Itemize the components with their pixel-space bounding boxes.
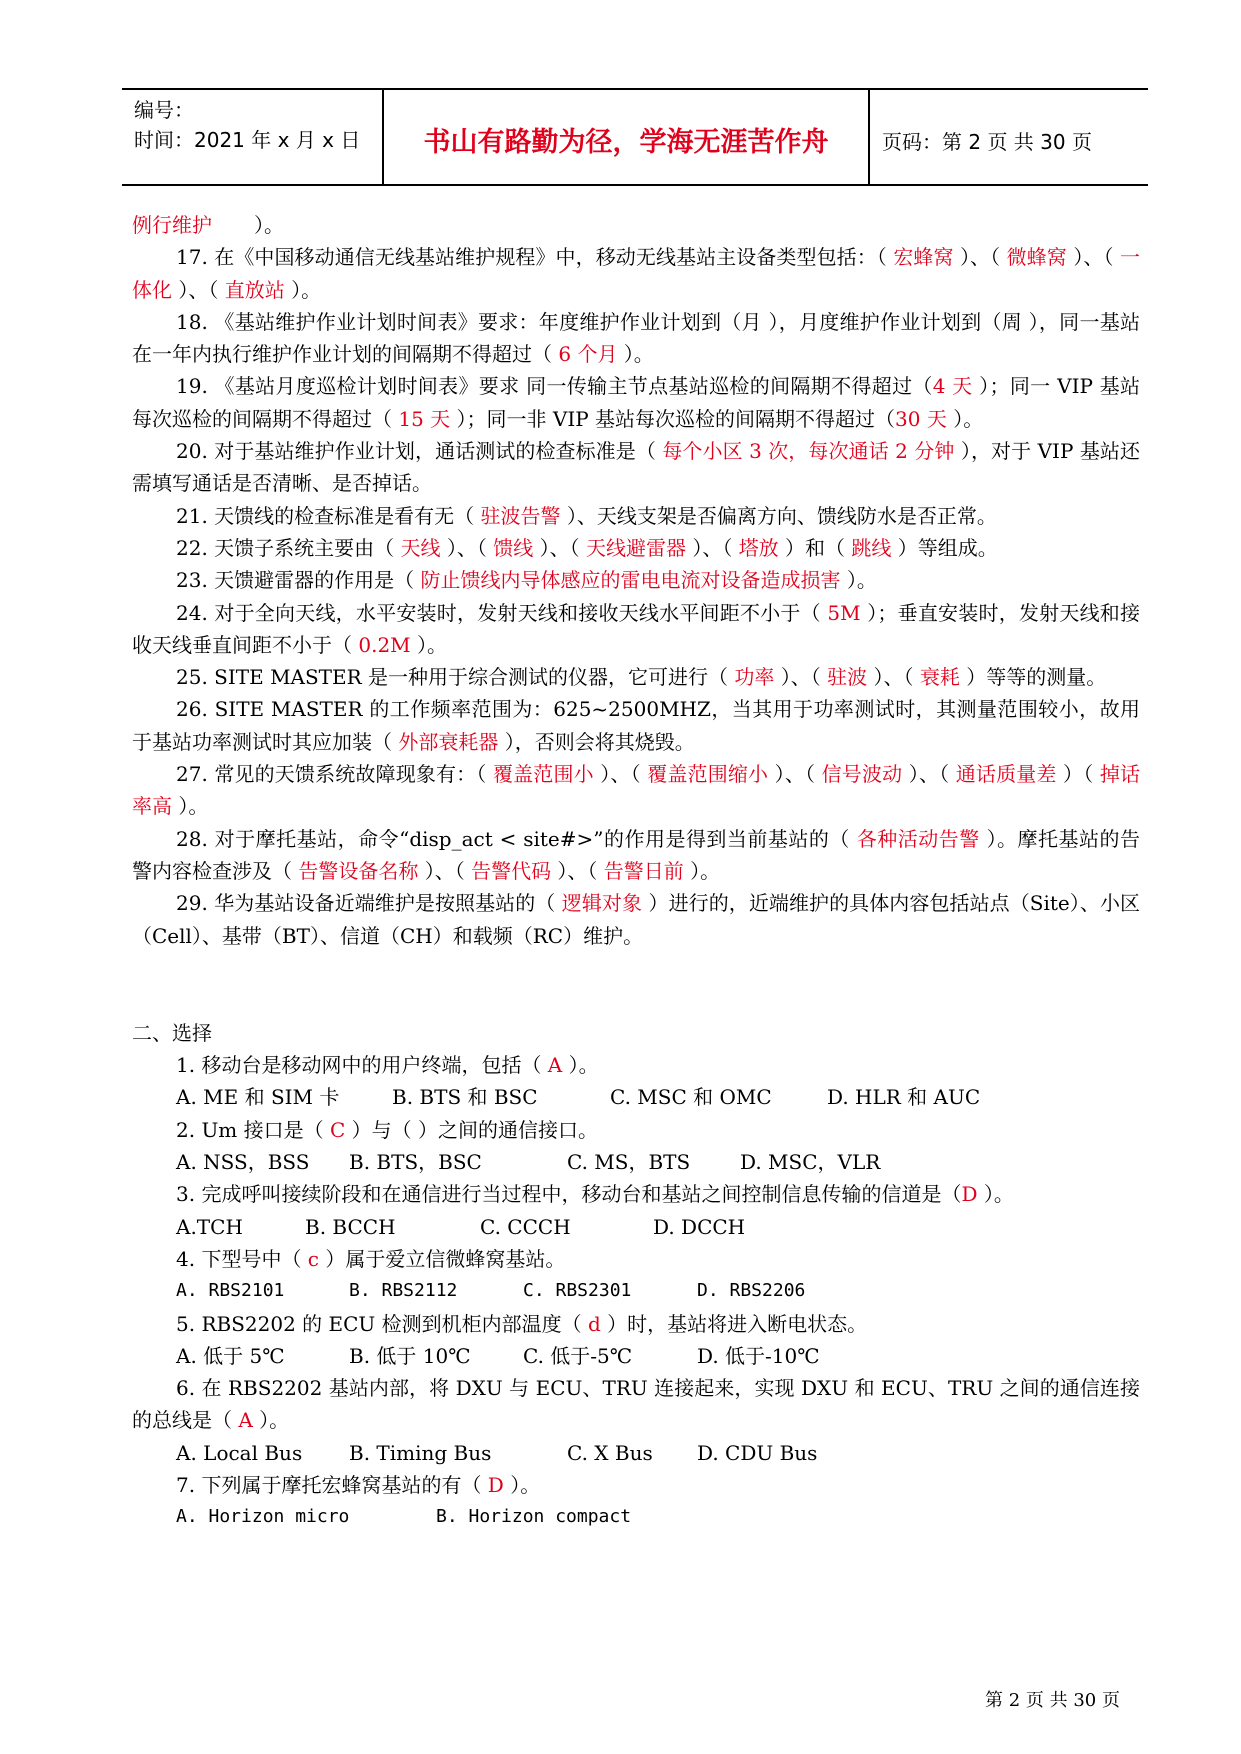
choice-6-options [132, 1437, 1140, 1469]
answer-q16: 例行维护 [132, 213, 212, 237]
option-c: C. MS，BTS [567, 1150, 691, 1175]
question-18: 18. 《基站维护作业计划时间表》要求：年度维护作业计划到（月 ），月度维护作业计划到（周 ），同一基站在一年内执行维护作业计划的间隔期不得超过（ 6 个月 ）。 [132, 309, 1140, 367]
answer-q27-2: 覆盖范围缩小 [647, 762, 769, 787]
answer-q25-2: 驻波 [827, 665, 868, 690]
option-d: D. 低于-10℃ [697, 1343, 820, 1368]
choice-7-options [132, 1501, 1140, 1533]
choice-3-options [132, 1211, 1140, 1243]
question-16-tail: 例行维护 ）。 [132, 213, 284, 237]
answer-c5: d [587, 1311, 601, 1336]
option-b: B. Horizon compact [436, 1506, 632, 1528]
option-c: C. RBS2301 [523, 1280, 632, 1302]
choice-4-options [132, 1275, 1140, 1307]
header-motto-cell [384, 90, 870, 184]
option-d: D. MSC，VLR [740, 1150, 881, 1175]
question-20: 20. 对于基站维护作业计划，通话测试的检查标准是（ 每个小区 3 次，每次通话 2 分钟 ），对于 VIP 基站还需填写通话是否清晰、是否掉话。 [132, 439, 1140, 496]
header-page-cell [870, 90, 1148, 184]
doc-number-label: 编号： [134, 98, 194, 122]
header-page-number: 页码：第 2 页 共 30 页 [882, 130, 1092, 154]
choice-question-3: 3. 完成呼叫接续阶段和在通信进行当过程中，移动台和基站之间控制信息传输的信道是（D ）。 [176, 1182, 1014, 1207]
option-b: B. 低于 10℃ [349, 1343, 471, 1368]
header-motto: 书山有路勤为径，学海无涯苦作舟 [423, 127, 829, 158]
option-a: A. Local Bus [176, 1440, 303, 1465]
answer-q26-1: 外部衰耗器 [398, 729, 499, 754]
choice-question-7: 7. 下列属于摩托宏蜂窝基站的有（ D ）。 [176, 1472, 541, 1497]
question-25: 25. SITE MASTER 是一种用于综合测试的仪器，它可进行（ 功率 ）、（ 驻波 ）、（ 衰耗 ）等等的测量。 [176, 665, 1107, 690]
answer-q27-4: 通话质量差 [955, 762, 1057, 787]
answer-c2: C [329, 1117, 346, 1142]
answer-q28-3: 告警代码 [471, 858, 552, 883]
answer-q27-1: 覆盖范围小 [492, 762, 594, 787]
option-a: A. NSS，BSS [176, 1150, 310, 1175]
question-21: 21. 天馈线的检查标准是看有无（ 驻波告警 ）、天线支架是否偏离方向、馈线防水是否正常。 [176, 503, 997, 528]
question-26: 26. SITE MASTER 的工作频率范围为：625~2500MHZ，当其用于功率测试时，其测量范围较小，故用于基站功率测试时其应加装（ 外部衰耗器 ），否则会将其烧毁。 [132, 697, 1140, 754]
question-22: 22. 天馈子系统主要由（ 天线 ）、（ 馈线 ）、（ 天线避雷器 ）、（ 塔放 ）和（ 跳线 ）等组成。 [176, 535, 998, 560]
choice-question-4: 4. 下型号中（ c ）属于爱立信微蜂窝基站。 [176, 1246, 566, 1271]
answer-c6: A [238, 1408, 253, 1433]
answer-q22-5: 跳线 [851, 535, 892, 560]
option-d: D. RBS2206 [697, 1280, 806, 1302]
section-title-choice: 二、选择 [132, 1020, 212, 1045]
question-27: 27. 常见的天馈系统故障现象有：（ 覆盖范围小 ）、（ 覆盖范围缩小 ）、（ 信号波动 ）、（ 通话质量差 ）（ 掉话率高 ）。 [132, 762, 1141, 819]
option-b: B. Timing Bus [349, 1440, 492, 1465]
choice-question-1: 1. 移动台是移动网中的用户终端，包括（ A ）。 [176, 1053, 599, 1078]
option-a: A. RBS2101 [176, 1280, 285, 1302]
answer-q28-2: 告警设备名称 [298, 858, 419, 883]
option-a: A. ME 和 SIM 卡 [176, 1085, 340, 1110]
option-d: D. DCCH [653, 1214, 746, 1239]
answer-q22-2: 馈线 [493, 535, 534, 560]
answer-q19-3: 30 天 [895, 406, 947, 431]
answer-c1: A [547, 1053, 563, 1078]
section-spacer [132, 952, 1140, 1017]
option-b: B. BCCH [305, 1214, 396, 1239]
answer-q25-3: 衰耗 [919, 665, 960, 690]
answer-q19-1: 4 天 [932, 374, 973, 399]
option-c: C. 低于-5℃ [523, 1343, 633, 1368]
document-body [132, 209, 1140, 1534]
answer-q17-3: 一体化 [132, 245, 1140, 302]
answer-q18-1: 6 个月 [558, 342, 618, 367]
answer-c4: c [307, 1246, 319, 1271]
answer-c3: D [961, 1182, 978, 1207]
answer-q17-4: 直放站 [224, 277, 285, 302]
answer-q19-2: 15 天 [398, 406, 451, 431]
doc-time-label: 时间：2021 年 x 月 x 日 [134, 128, 361, 152]
answer-q21-1: 驻波告警 [480, 503, 561, 528]
answer-q27-3: 信号波动 [821, 762, 903, 787]
answer-q28-1: 各种活动告警 [856, 826, 980, 851]
choice-1-options [132, 1081, 1140, 1113]
answer-q22-3: 天线避雷器 [585, 535, 686, 560]
choice-question-2: 2. Um 接口是（ C ）与（ ）之间的通信接口。 [176, 1117, 599, 1142]
choice-question-5: 5. RBS2202 的 ECU 检测到机柜内部温度（ d ）时，基站将进入断电状态。 [176, 1311, 868, 1336]
option-c: C. CCCH [480, 1214, 571, 1239]
answer-q29-1: 逻辑对象 [561, 891, 643, 916]
question-28: 28. 对于摩托基站，命令“disp_act < site#>”的作用是得到当前基站的（ 各种活动告警 ）。摩托基站的告警内容检查涉及（ 告警设备名称 ）、（ 告警代码 ）、（ 告警日前 ）。 [132, 826, 1141, 883]
option-a: A.TCH [176, 1214, 243, 1239]
option-c: C. MSC 和 OMC [610, 1085, 772, 1110]
choice-question-6: 6. 在 RBS2202 基站内部，将 DXU 与 ECU、TRU 连接起来，实现 DXU 和 ECU、TRU 之间的通信连接的总线是（ A ）。 [132, 1376, 1140, 1433]
option-c: C. X Bus [567, 1440, 653, 1465]
answer-q27-5: 掉话率高 [132, 762, 1141, 819]
answer-q24-1: 5M [827, 600, 861, 625]
answer-q22-1: 天线 [400, 535, 441, 560]
header-meta-cell [122, 90, 384, 184]
option-b: B. RBS2112 [349, 1280, 458, 1302]
answer-c7: D [487, 1472, 504, 1497]
answer-q17-1: 宏蜂窝 [893, 245, 954, 270]
answer-q23-1: 防止馈线内导体感应的雷电电流对设备造成损害 [420, 568, 841, 593]
question-23: 23. 天馈避雷器的作用是（ 防止馈线内导体感应的雷电电流对设备造成损害 ）。 [176, 568, 877, 593]
answer-q25-1: 功率 [734, 665, 775, 690]
choice-2-options [132, 1146, 1140, 1178]
answer-q28-4: 告警日前 [603, 858, 684, 883]
option-b: B. BTS 和 BSC [392, 1085, 538, 1110]
option-a: A. 低于 5℃ [176, 1343, 285, 1368]
answer-q24-2: 0.2M [358, 632, 411, 657]
page-footer: 第 2 页 共 30 页 [985, 1690, 1120, 1711]
option-d: D. HLR 和 AUC [827, 1085, 981, 1110]
question-17: 17. 在《中国移动通信无线基站维护规程》中，移动无线基站主设备类型包括：（ 宏蜂窝 ）、（ 微蜂窝 ）、（ 一体化 ）、（ 直放站 ）。 [132, 245, 1140, 302]
answer-q22-4: 塔放 [738, 535, 779, 560]
page-header [122, 88, 1148, 186]
choice-5-options [132, 1340, 1140, 1372]
option-a: A. Horizon micro [176, 1506, 350, 1528]
answer-q20-1: 每个小区 3 次，每次通话 2 分钟 [662, 439, 955, 464]
question-29: 29. 华为基站设备近端维护是按照基站的（ 逻辑对象 ）进行的，近端维护的具体内容包括站点（Site）、小区（Cell）、基带（BT）、信道（CH）和载频（RC）维护。 [132, 891, 1141, 948]
option-b: B. BTS，BSC [349, 1150, 482, 1175]
option-d: D. CDU Bus [697, 1440, 818, 1465]
question-24: 24. 对于全向天线，水平安装时，发射天线和接收天线水平间距不小于（ 5M ）；垂直安装时，发射天线和接收天线垂直间距不小于（ 0.2M ）。 [132, 600, 1140, 657]
question-19: 19. 《基站月度巡检计划时间表》要求 同一传输主节点基站巡检的间隔期不得超过（4 天 ）；同一 VIP 基站每次巡检的间隔期不得超过（ 15 天 ）；同一非 VIP 基站每次巡检的间隔期不得超过（30 天 ）。 [132, 374, 1140, 431]
answer-q17-2: 微蜂窝 [1006, 245, 1067, 270]
